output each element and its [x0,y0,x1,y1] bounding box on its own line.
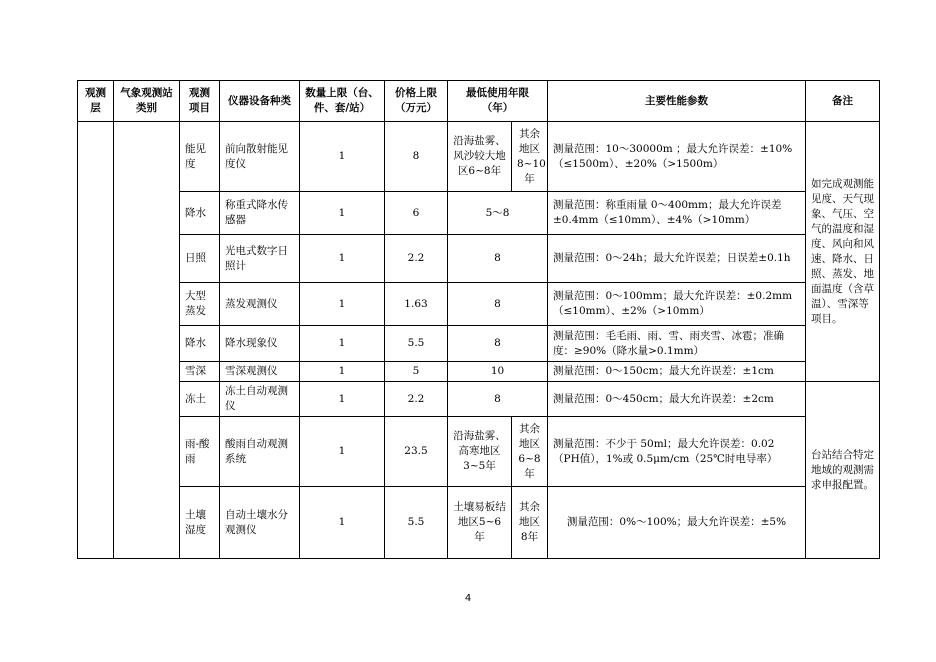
qty-cell: 1 [300,283,385,326]
table-row [78,326,880,362]
header-qty-limit: 数量上限（台、件、套/站） [300,81,385,122]
header-row [78,81,880,122]
price-cell: 8 [385,122,448,192]
performance-cell: 测量范围：10～30000m ；最大允许误差：±10%（≤1500m）、±20%（>1500m） [548,122,806,192]
qty-cell: 1 [300,235,385,283]
instrument-cell: 降水现象仪 [220,326,300,362]
instrument-cell: 雪深观测仪 [220,362,300,382]
performance-cell: 测量范围：0～100mm；最大允许误差：±0.2mm（≤10mm）、±2%（>10mm） [548,283,806,326]
performance-cell: 测量范围：毛毛雨、雨、雪、雨夹雪、冰雹；准确度：≥90%（降水量>0.1mm） [548,326,806,362]
table-row [78,192,880,235]
instrument-cell: 酸雨自动观测系统 [220,417,300,487]
header-item: 观测项目 [180,81,220,122]
instrument-cell: 前向散射能见度仪 [220,122,300,192]
layer-cell [78,122,114,559]
performance-cell: 测量范围：0%～100%；最大允许误差：±5% [548,487,806,559]
price-cell: 2.2 [385,382,448,417]
years-b-cell: 其余地区6~8年 [512,417,548,487]
instrument-cell: 蒸发观测仪 [220,283,300,326]
item-cell: 降水 [180,326,220,362]
price-cell: 23.5 [385,417,448,487]
page-number: 4 [464,593,472,604]
years-a-cell: 土壤易板结地区5~6年 [448,487,512,559]
remark-cell-regional: 台站结合特定地域的观测需求申报配置。 [806,382,880,559]
years-cell: 8 [448,326,548,362]
qty-cell: 1 [300,382,385,417]
performance-cell: 测量范围：0～450cm；最大允许误差：±2cm [548,382,806,417]
years-a-cell: 沿海盐雾、高寒地区3~5年 [448,417,512,487]
years-b-cell: 其余地区8~10年 [512,122,548,192]
table-row [78,362,880,382]
qty-cell: 1 [300,122,385,192]
header-instrument: 仪器设备种类 [220,81,300,122]
table-row [78,487,880,559]
price-cell: 1.63 [385,283,448,326]
qty-cell: 1 [300,362,385,382]
price-cell: 5 [385,362,448,382]
price-cell: 5.5 [385,326,448,362]
years-a-cell: 沿海盐雾、风沙较大地区6~8年 [448,122,512,192]
years-cell: 8 [448,283,548,326]
years-cell: 5～8 [448,192,548,235]
qty-cell: 1 [300,487,385,559]
item-cell: 能见度 [180,122,220,192]
qty-cell: 1 [300,326,385,362]
header-remark: 备注 [806,81,880,122]
table-row [78,122,880,192]
instrument-cell: 自动土壤水分观测仪 [220,487,300,559]
table-row [78,417,880,487]
station-type-cell [114,122,180,559]
years-cell: 8 [448,235,548,283]
price-cell: 2.2 [385,235,448,283]
price-cell: 6 [385,192,448,235]
years-cell: 8 [448,382,548,417]
item-cell: 雪深 [180,362,220,382]
item-cell: 降水 [180,192,220,235]
price-cell: 5.5 [385,487,448,559]
item-cell: 冻土 [180,382,220,417]
years-cell: 10 [448,362,548,382]
performance-cell: 测量范围：0～150cm；最大允许误差：±1cm [548,362,806,382]
table-row [78,235,880,283]
instrument-cell: 光电式数字日照计 [220,235,300,283]
instrument-spec-table [77,80,880,559]
qty-cell: 1 [300,192,385,235]
item-cell: 雨-酸雨 [180,417,220,487]
item-cell: 土壤湿度 [180,487,220,559]
header-min-years: 最低使用年限（年） [448,81,548,122]
remark-cell-observation: 如完成观测能见度、天气现象、气压、空气的温度和湿度、风向和风速、降水、日照、蒸发、地面温度（含草温）、雪深等项目。 [806,122,880,382]
performance-cell: 测量范围：称重雨量 0～400mm；最大允许误差±0.4mm（≤10mm）、±4%（>10mm） [548,192,806,235]
header-station-type: 气象观测站类别 [114,81,180,122]
item-cell: 日照 [180,235,220,283]
table-row [78,382,880,417]
header-price-limit: 价格上限（万元） [385,81,448,122]
header-layer: 观测层 [78,81,114,122]
qty-cell: 1 [300,417,385,487]
table-row [78,283,880,326]
instrument-cell: 冻土自动观测仪 [220,382,300,417]
performance-cell: 测量范围：0～24h；最大允许误差；日误差±0.1h [548,235,806,283]
item-cell: 大型蒸发 [180,283,220,326]
performance-cell: 测量范围：不少于 50ml；最大允许误差：0.02（PH值），1%或 0.5μm/cm（25℃时电导率） [548,417,806,487]
years-b-cell: 其余地区8年 [512,487,548,559]
instrument-cell: 称重式降水传感器 [220,192,300,235]
header-performance: 主要性能参数 [548,81,806,122]
